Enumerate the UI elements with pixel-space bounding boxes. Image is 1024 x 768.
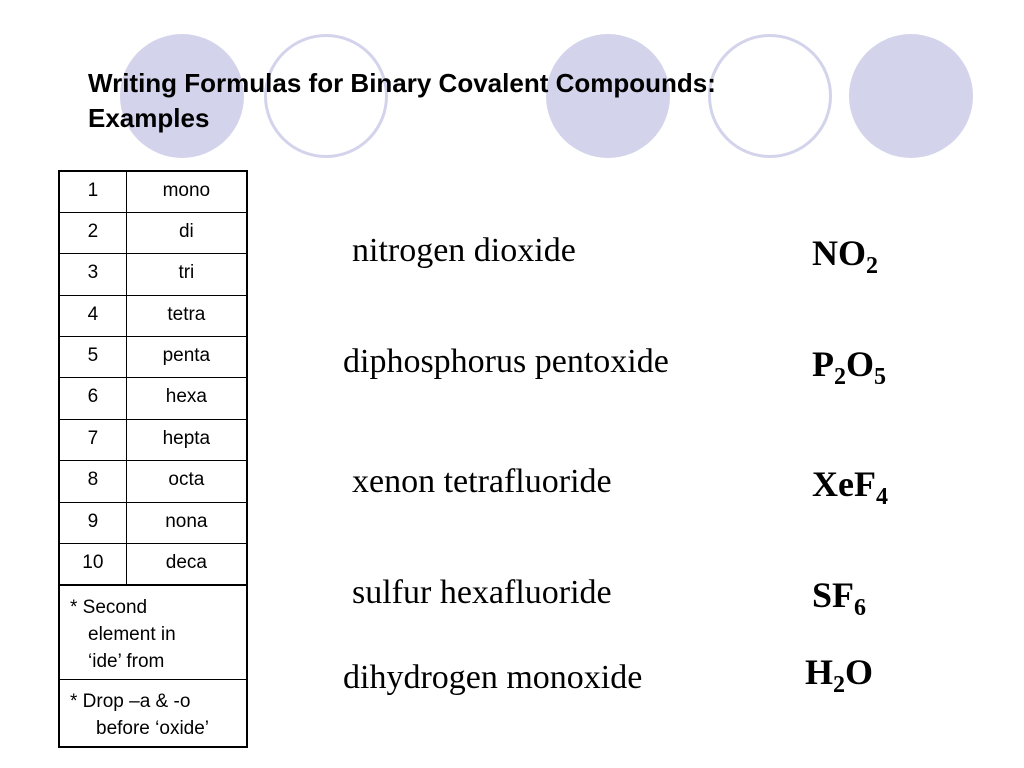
formula-subscript: 2 (866, 253, 878, 279)
compound-formula (812, 232, 878, 279)
prefix-row (59, 419, 247, 460)
formula-subscript: 6 (854, 595, 867, 621)
compound-formula (812, 343, 887, 390)
slide-title (88, 66, 848, 136)
formula-symbol: O (846, 344, 875, 384)
prefix-name: mono (126, 171, 247, 212)
prefix-number: 9 (59, 502, 126, 543)
prefix-row (59, 337, 247, 378)
prefix-name: deca (126, 544, 247, 585)
prefix-name: penta (126, 337, 247, 378)
prefix-note-row (59, 585, 247, 680)
formula-subscript: 2 (833, 672, 846, 698)
prefix-row (59, 171, 247, 212)
prefix-name: hepta (126, 419, 247, 460)
prefix-number: 5 (59, 337, 126, 378)
compound-formula (812, 463, 888, 510)
prefix-name: tri (126, 254, 247, 295)
prefix-row (59, 544, 247, 585)
prefix-row (59, 295, 247, 336)
prefix-name: octa (126, 461, 247, 502)
prefix-number: 3 (59, 254, 126, 295)
formula-symbol: O (845, 652, 874, 692)
slide-title-line1: Writing Formulas for Binary Covalent Compounds: (88, 68, 716, 98)
prefix-table (58, 170, 248, 748)
prefix-number: 8 (59, 461, 126, 502)
formula-subscript: 4 (875, 484, 888, 510)
prefix-note-line: ‘ide’ from (88, 650, 165, 672)
prefix-note-line: * Second (70, 596, 148, 618)
compound-name: sulfur hexafluoride (352, 574, 612, 611)
formula-symbol: H (805, 652, 834, 692)
prefix-note (59, 585, 247, 680)
prefix-note-line: * Drop –a & -o (70, 690, 191, 712)
prefix-note-line: element in (88, 623, 176, 645)
formula-subscript: 2 (834, 364, 846, 390)
formula-subscript: 5 (874, 364, 887, 390)
formula-symbol: SF (812, 575, 855, 615)
prefix-row (59, 502, 247, 543)
compound-formula (805, 651, 874, 698)
compound-name: diphosphorus pentoxide (343, 343, 669, 380)
prefix-row (59, 254, 247, 295)
prefix-number: 7 (59, 419, 126, 460)
prefix-row (59, 212, 247, 253)
prefix-row (59, 378, 247, 419)
compound-name: nitrogen dioxide (352, 232, 576, 269)
prefix-note-row (59, 679, 247, 747)
prefix-note (59, 679, 247, 747)
prefix-name: tetra (126, 295, 247, 336)
formula-symbol: XeF (812, 464, 876, 504)
prefix-row (59, 461, 247, 502)
prefix-name: hexa (126, 378, 247, 419)
prefix-number: 4 (59, 295, 126, 336)
compound-name: dihydrogen monoxide (343, 659, 643, 696)
formula-symbol: NO (812, 233, 866, 273)
prefix-name: di (126, 212, 247, 253)
compound-name: xenon tetrafluoride (352, 463, 612, 500)
prefix-number: 10 (59, 544, 126, 585)
formula-symbol: P (812, 344, 834, 384)
prefix-number: 2 (59, 212, 126, 253)
compound-formula (812, 574, 867, 621)
prefix-note-line: before ‘oxide’ (96, 717, 210, 739)
prefix-number: 1 (59, 171, 126, 212)
prefix-name: nona (126, 502, 247, 543)
prefix-number: 6 (59, 378, 126, 419)
slide-title-line2: Examples (88, 103, 210, 133)
decor-circle-5 (849, 34, 973, 158)
